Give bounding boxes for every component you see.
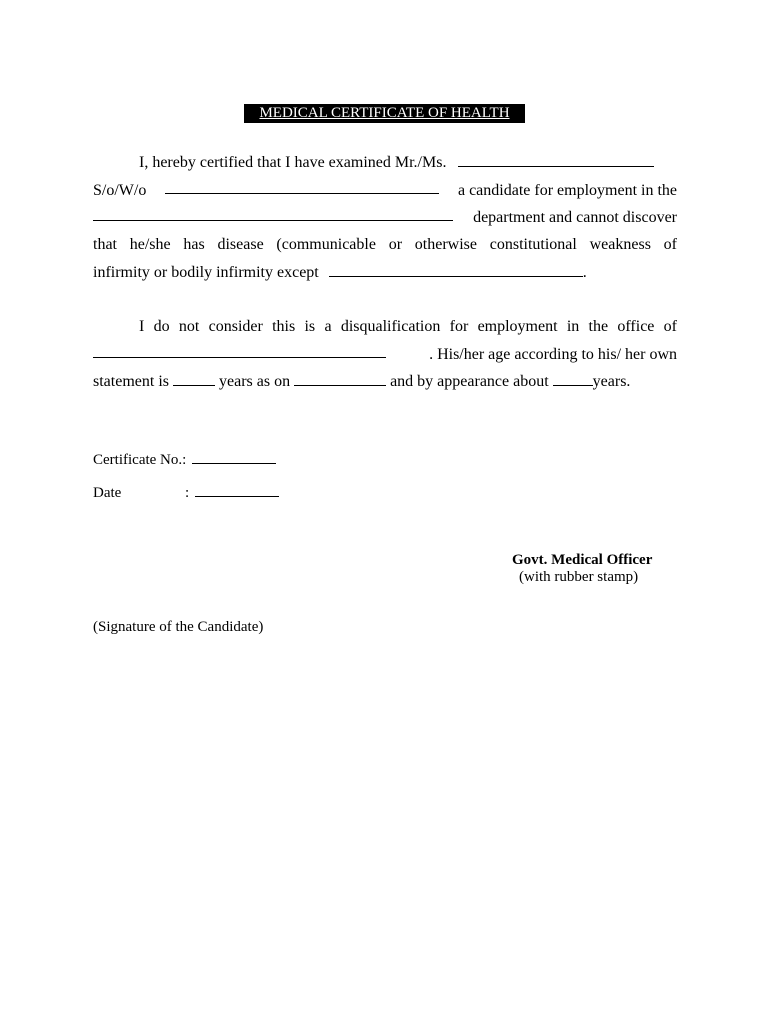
officer-title: Govt. Medical Officer — [512, 552, 653, 568]
relation-name-blank[interactable] — [165, 178, 439, 194]
period-text: . — [582, 264, 587, 281]
para1-line5 — [93, 260, 677, 286]
date-label: Date — [93, 485, 122, 501]
date-row — [93, 482, 279, 503]
office-blank[interactable] — [93, 342, 386, 358]
para2-line3 — [93, 369, 677, 395]
certificate-no-blank[interactable] — [192, 449, 276, 464]
para2-line1 — [93, 314, 677, 340]
para1-line1 — [93, 150, 677, 176]
infirmity-text: infirmity or bodily infirmity except — [93, 264, 319, 281]
relation-label: S/o/W/o — [93, 182, 147, 199]
age-text: . His/her age according to his/ her own — [429, 346, 677, 363]
certificate-no-label: Certificate No.: — [93, 452, 187, 468]
department-text: department and cannot discover — [473, 209, 677, 226]
appearance-years-blank[interactable] — [553, 370, 593, 386]
except-blank[interactable] — [329, 261, 583, 277]
disqualification-text: I do not consider this is a disqualification for employment in the office of — [139, 318, 677, 335]
officer-stamp-note: (with rubber stamp) — [519, 569, 639, 585]
document-title: MEDICAL CERTIFICATE OF HEALTH — [244, 104, 525, 123]
candidate-name-blank[interactable] — [458, 151, 654, 167]
para2-line2 — [93, 342, 677, 368]
appearance-text: and by appearance about — [390, 373, 549, 390]
para1-line3 — [93, 205, 677, 231]
examined-text: I, hereby certified that I have examined Mr./Ms. — [139, 154, 447, 171]
employment-text: a candidate for employment in the — [457, 182, 677, 199]
years-end-text: years. — [592, 373, 631, 390]
certificate-no-row — [93, 449, 276, 470]
statement-text: statement is — [93, 373, 169, 390]
years-blank[interactable] — [173, 370, 215, 386]
date-colon: : — [185, 485, 190, 501]
years-as-on-text: years as on — [218, 373, 291, 390]
candidate-signature-label: (Signature of the Candidate) — [93, 619, 264, 635]
date-blank[interactable] — [195, 482, 279, 497]
para1-line2 — [93, 178, 677, 204]
para1-line4: that he/she has disease (communicable or otherwise constitutional weakness of — [93, 236, 677, 253]
department-blank[interactable] — [93, 205, 453, 221]
as-on-date-blank[interactable] — [294, 370, 386, 386]
